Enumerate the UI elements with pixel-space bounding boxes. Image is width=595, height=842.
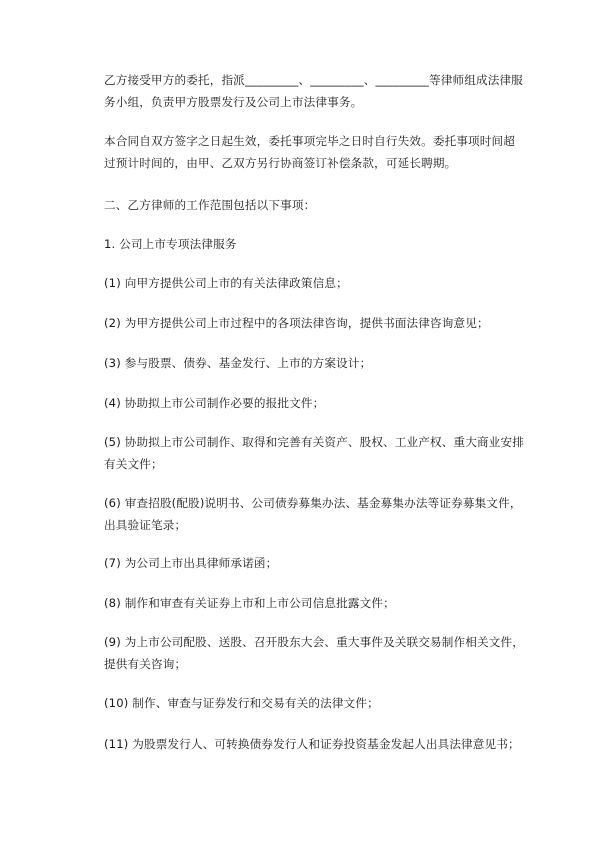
list-item-2: (2) 为甲方提供公司上市过程中的各项法律咨询，提供书面法律咨询意见； — [104, 316, 489, 330]
section-heading-scope: 二、乙方律师的工作范围包括以下事项： — [104, 198, 316, 212]
list-item-3: (3) 参与股票、债券、基金发行、上市的方案设计； — [104, 356, 372, 370]
list-item-9: (9) 为上市公司配股、送股、召开股东大会、重大事件及关联交易制作相关文件，提供有关咨询； — [104, 635, 524, 671]
list-item-10: (10) 制作、审查与证券发行和交易有关的法律文件； — [104, 696, 379, 710]
list-item-4: (4) 协助拟上市公司制作必要的报批文件； — [104, 396, 325, 410]
paragraph-appointment: 乙方接受甲方的委托，指派_________、_________、_________等律师组成法律服务小组，负责甲方股票发行及公司上市法律事务。 — [104, 73, 523, 109]
paragraph-effective-period: 本合同自双方签字之日起生效，委托事项完毕之日时自行失效。委托事项时间超过预计时间的，由甲、乙双方另行协商签订补偿条款，可延长聘期。 — [104, 134, 516, 170]
list-item-8: (8) 制作和审查有关证券上市和上市公司信息批露文件； — [104, 596, 395, 610]
list-item-11: (11) 为股票发行人、可转换债券发行人和证券投资基金发起人出具法律意见书； — [104, 737, 520, 751]
list-item-6: (6) 审查招股(配股)说明书、公司债券募集办法、基金募集办法等证券募集文件，出具验证笔录； — [104, 496, 522, 532]
list-item-5: (5) 协助拟上市公司制作、取得和完善有关资产、股权、工业产权、重大商业安排有关文件； — [104, 435, 524, 471]
subsection-heading-listing-services: 1. 公司上市专项法律服务 — [104, 237, 237, 251]
list-item-1: (1) 向甲方提供公司上市的有关法律政策信息； — [104, 276, 348, 290]
list-item-7: (7) 为公司上市出具律师承诺函； — [104, 556, 278, 570]
